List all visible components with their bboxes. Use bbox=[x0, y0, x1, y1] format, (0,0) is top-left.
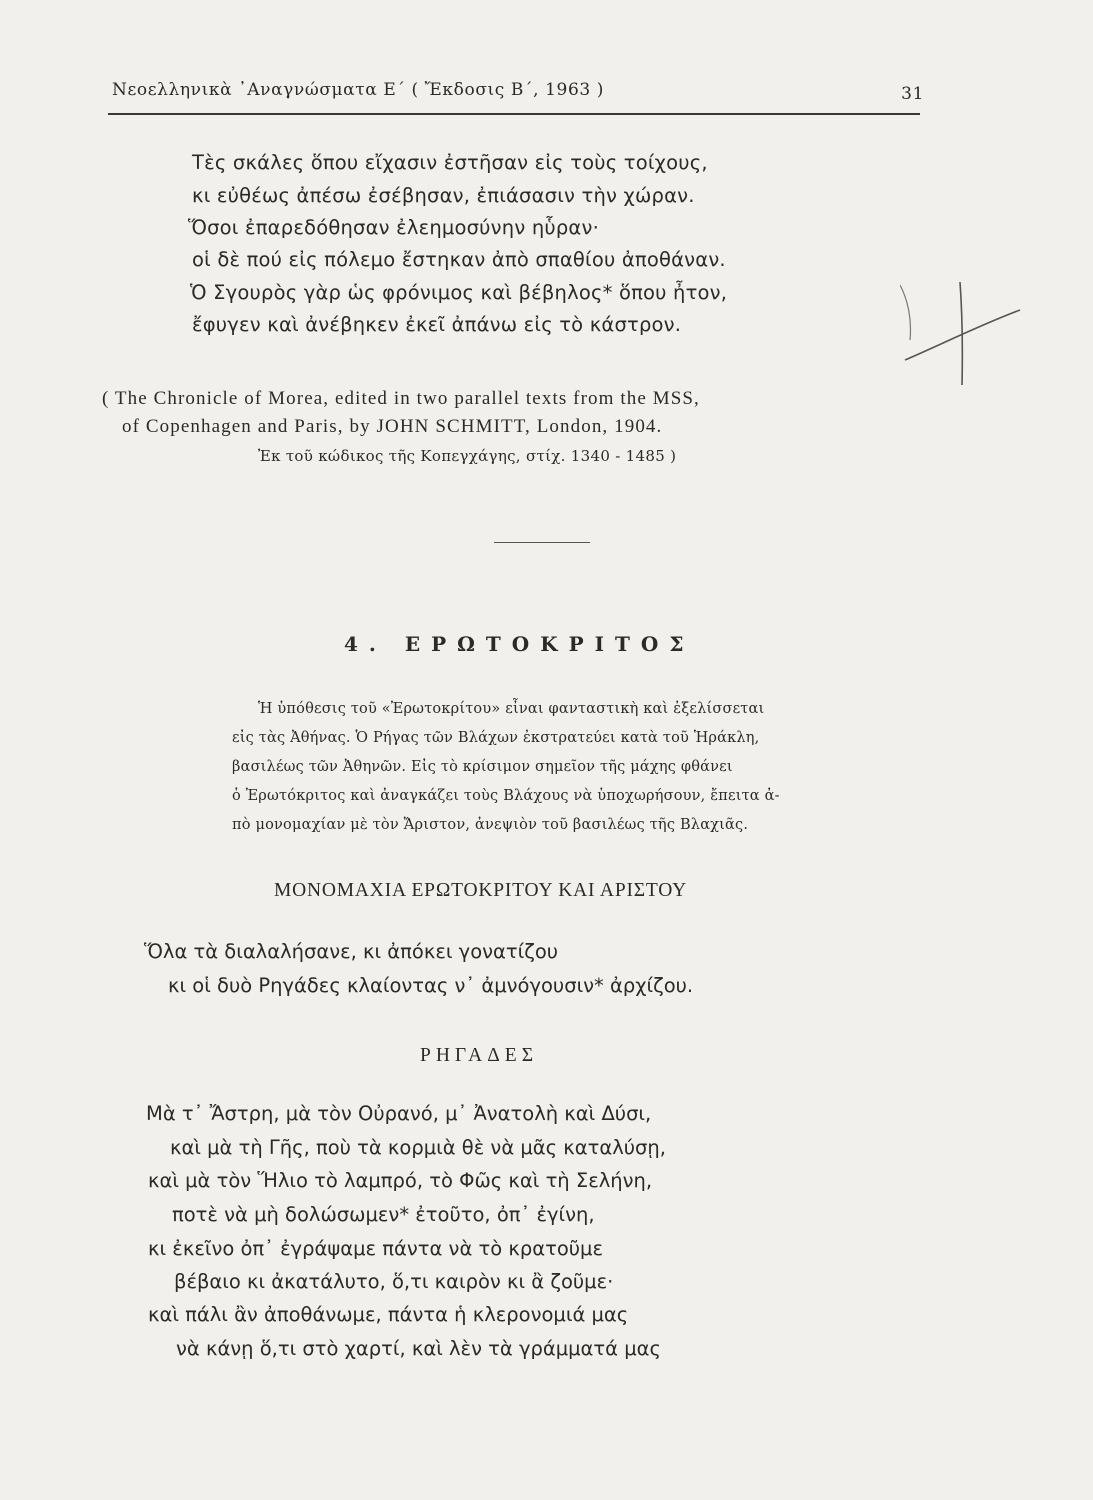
citation-line: of Copenhagen and Paris, by JOHN SCHMITT, London, 1904. bbox=[122, 416, 663, 437]
verse-line: ποτὲ νὰ μὴ δολώσωμεν* ἐτοῦτο, ὀπ᾿ ἐγίνη, bbox=[172, 1203, 595, 1226]
verse-line: οἱ δὲ πού εἰς πόλεμο ἔστηκαν ἀπὸ σπαθίου ἀποθάναν. bbox=[192, 248, 726, 271]
verse-line: Ὅλα τὰ διαλαλήσανε, κι ἀπόκει γονατίζου bbox=[144, 940, 559, 963]
citation-line: ( The Chronicle of Morea, edited in two parallel texts from the MSS, bbox=[102, 388, 700, 409]
header-rule bbox=[108, 113, 920, 115]
intro-line: εἰς τὰς Ἀθήνας. Ὁ Ρήγας τῶν Βλάχων ἐκστρατεύει κατὰ τοῦ Ἡράκλη, bbox=[232, 730, 760, 746]
section-title: 4. ΕΡΩΤΟΚΡΙΤΟΣ bbox=[344, 632, 695, 656]
pencil-cross-mark bbox=[900, 280, 1030, 390]
intro-line: πὸ μονομαχίαν μὲ τὸν Ἄριστον, ἀνεψιὸν τοῦ βασιλέως τῆς Βλαχιᾶς. bbox=[232, 817, 749, 833]
speaker-heading: ΡΗΓΑΔΕΣ bbox=[420, 1045, 539, 1066]
verse-line: Τὲς σκάλες ὅπου εἴχασιν ἐστῆσαν εἰς τοὺς τοίχους, bbox=[192, 151, 708, 174]
subheading: ΜΟΝΟΜΑΧΙΑ ΕΡΩΤΟΚΡΙΤΟΥ ΚΑΙ ΑΡΙΣΤΟΥ bbox=[274, 880, 688, 901]
intro-line: ὁ Ἐρωτόκριτος καὶ ἀναγκάζει τοὺς Βλάχους νὰ ὑποχωρήσουν, ἔπειτα ἀ- bbox=[232, 788, 780, 804]
verse-line: κι ἐκεῖνο ὀπ᾿ ἐγράψαμε πάντα νὰ τὸ κρατοῦμε bbox=[148, 1237, 603, 1260]
intro-line: Ἡ ὑπόθεσις τοῦ «Ἐρωτοκρίτου» εἶναι φανταστικὴ καὶ ἐξελίσσεται bbox=[258, 701, 765, 717]
verse-line: Ὅσοι ἐπαρεδόθησαν ἐλεημοσύνην ηὗραν· bbox=[188, 216, 599, 239]
verse-line: κι οἱ δυὸ Ρηγάδες κλαίοντας ν᾿ ἀμνόγουσιν* ἀρχίζου. bbox=[168, 974, 694, 997]
verse-line: κι εὐθέως ἀπέσω ἐσέβησαν, ἐπιάσασιν τὴν χώραν. bbox=[192, 184, 695, 207]
verse-line: Ὁ Σγουρὸς γὰρ ὡς φρόνιμος καὶ βέβηλος* ὅπου ἦτον, bbox=[190, 281, 728, 304]
verse-line: καὶ μὰ τὴ Γῆς, ποὺ τὰ κορμιὰ θὲ νὰ μᾶς καταλύσῃ, bbox=[170, 1136, 666, 1159]
section-divider bbox=[494, 542, 590, 543]
page-number: 31 bbox=[901, 84, 924, 104]
verse-line: καὶ πάλι ἂν ἀποθάνωμε, πάντα ἡ κλερονομιά μας bbox=[148, 1303, 629, 1326]
verse-line: νὰ κάνῃ ὅ,τι στὸ χαρτί, καὶ λὲν τὰ γράμματά μας bbox=[176, 1337, 661, 1360]
verse-line: βέβαιο κι ἀκατάλυτο, ὅ,τι καιρὸν κι ἂ ζοῦμε· bbox=[174, 1270, 614, 1293]
verse-line: Μὰ τ᾿ Ἄστρη, μὰ τὸν Οὐρανό, μ᾿ Ἀνατολὴ καὶ Δύσι, bbox=[146, 1102, 652, 1125]
running-title: Νεοελληνικὰ ᾿Αναγνώσματα Ε΄ ( Ἔκδοσις Β΄, 1963 ) bbox=[112, 80, 605, 100]
intro-line: βασιλέως τῶν Ἀθηνῶν. Εἰς τὸ κρίσιμον σημεῖον τῆς μάχης φθάνει bbox=[232, 759, 733, 775]
verse-line: ἔφυγεν καὶ ἀνέβηκεν ἐκεῖ ἀπάνω εἰς τὸ κάστρον. bbox=[192, 313, 682, 336]
verse-line: καὶ μὰ τὸν Ἥλιο τὸ λαμπρό, τὸ Φῶς καὶ τὴ Σελήνη, bbox=[148, 1169, 653, 1192]
citation-line: Ἐκ τοῦ κώδικος τῆς Κοπεγχάγης, στίχ. 1340 - 1485 ) bbox=[258, 447, 677, 465]
